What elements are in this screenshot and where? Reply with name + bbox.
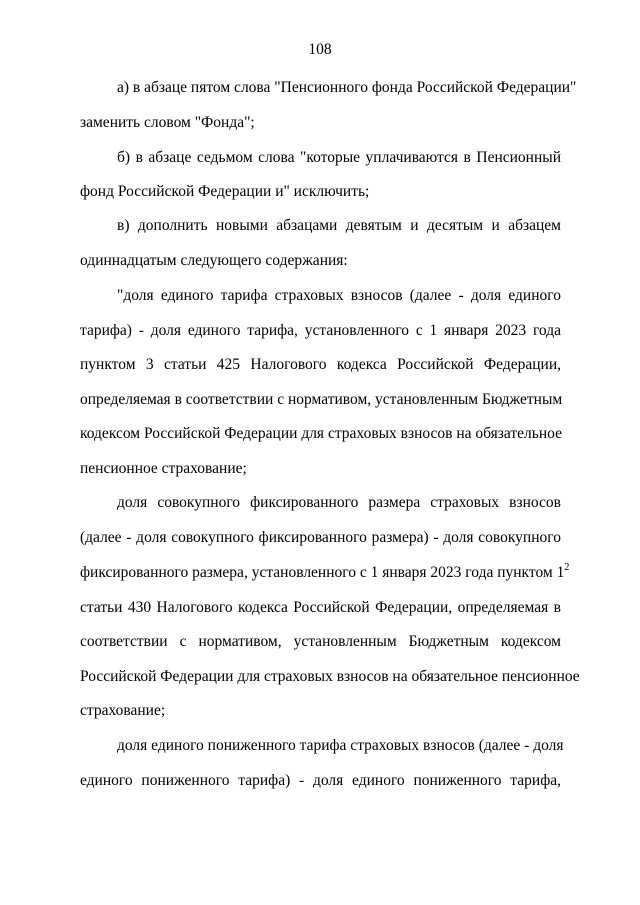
quote-2-line-1: доля совокупного фиксированного размера страховых взносов [117, 494, 561, 511]
superscript: 2 [564, 562, 570, 573]
quote-1-line-4: определяемая в соответствии с нормативом, установленным Бюджетным [80, 391, 563, 408]
paragraph-b-line-1: б) в абзаце седьмом слова "которые уплачиваются в Пенсионный [117, 149, 561, 166]
quote-1-line-1: "доля единого тарифа страховых взносов (далее - доля единого [117, 287, 561, 304]
quote-2-line-2: (далее - доля совокупного фиксированного размера) - доля совокупного [80, 529, 561, 546]
quote-2-line-6: Российской Федерации для страховых взносов на обязательное пенсионное [80, 668, 580, 685]
quote-2-line-4: статьи 430 Налогового кодекса Российской Федерации, определяемая в [80, 599, 561, 616]
quote-2-line-3 [80, 562, 570, 583]
quote-1-line-3: пунктом 3 статьи 425 Налогового кодекса Российской Федерации, [80, 356, 561, 373]
quote-3-line-1: доля единого пониженного тарифа страховых взносов (далее - доля [117, 737, 564, 754]
paragraph-a-line-1: а) в абзаце пятом слова "Пенсионного фонда Российской Федерации" [117, 79, 577, 96]
page-number: 108 [308, 41, 332, 58]
quote-1-line-2: тарифа) - доля единого тарифа, установленного с 1 января 2023 года [80, 322, 561, 339]
quote-2-line-3-text: фиксированного размера, установленного с 1 января 2023 года пунктом 1 [80, 564, 565, 581]
paragraph-a-line-2: заменить словом "Фонда"; [80, 114, 255, 131]
quote-3-line-2: единого пониженного тарифа) - доля единого пониженного тарифа, [80, 772, 561, 789]
paragraph-c-line-1: в) дополнить новыми абзацами девятым и десятым и абзацем [117, 217, 561, 234]
quote-2-line-7: страхование; [80, 702, 166, 719]
quote-1-line-5: кодексом Российской Федерации для страховых взносов на обязательное [80, 425, 562, 442]
paragraph-b-line-2: фонд Российской Федерации и" исключить; [80, 183, 370, 200]
quote-2-line-5: соответствии с нормативом, установленным Бюджетным кодексом [80, 633, 561, 650]
quote-1-line-6: пенсионное страхование; [80, 460, 247, 477]
paragraph-c-line-2: одиннадцатым следующего содержания: [80, 252, 348, 269]
